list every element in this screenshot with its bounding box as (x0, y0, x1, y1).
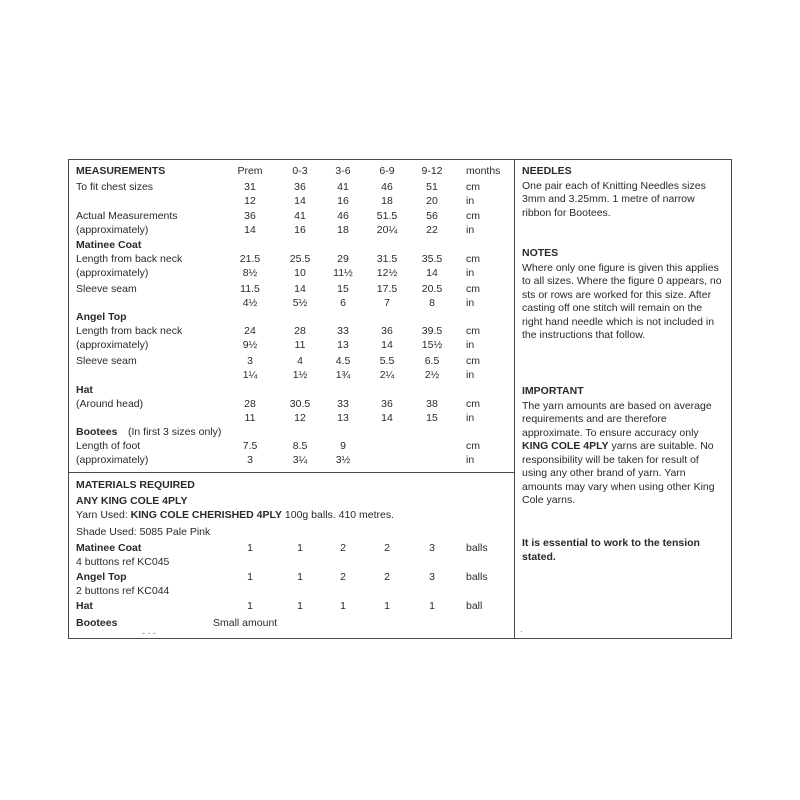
value-cm: 8.5 (292, 440, 308, 452)
value-cm: 35.5 (421, 253, 443, 265)
column-divider (514, 159, 515, 639)
unit-in: in (466, 297, 475, 309)
value-cm: 46 (337, 210, 349, 222)
needles-text: One pair each of Knitting Needles sizes 3mm and 3.25mm. 1 metre of narrow ribbon for Bootees. (522, 179, 706, 219)
section-divider (68, 472, 515, 473)
unit-cm: cm (466, 325, 480, 337)
value-cm: 41 (337, 181, 349, 193)
value-cm: 21.5 (239, 253, 261, 265)
needles-section (522, 165, 722, 220)
value-cm: 3 (247, 355, 253, 367)
value-in: 1¾ (335, 369, 351, 381)
qty: 1 (247, 542, 253, 554)
value-in: 2½ (424, 369, 440, 381)
value-in: 11 (244, 412, 256, 424)
value-in: 8 (429, 297, 435, 309)
value-in: 14 (381, 412, 393, 424)
row-label: (Around head) (76, 398, 144, 410)
unit-in: in (466, 267, 475, 279)
qty: 1 (247, 571, 253, 583)
row-label: (approximately) (76, 267, 149, 279)
value-cm: 39.5 (421, 325, 443, 337)
buttons-ref: 2 buttons ref KC044 (76, 585, 170, 597)
value-in: 12½ (376, 267, 398, 279)
value-in: 15½ (421, 339, 443, 351)
value-cm: 36 (381, 325, 393, 337)
scan-mark: · (520, 626, 523, 636)
value-cm: 33 (337, 325, 349, 337)
value-in: 13 (337, 412, 349, 424)
value-in: 16 (294, 224, 306, 236)
garment-title: Matinee Coat (76, 542, 142, 554)
size-header: 6-9 (379, 165, 395, 177)
value-cm: 9 (340, 440, 346, 452)
value-in: 3 (247, 454, 253, 466)
unit-in: in (466, 369, 475, 381)
unit-cm: cm (466, 181, 480, 193)
value-in: 14 (381, 339, 393, 351)
size-header: Prem (237, 165, 263, 177)
unit-cm: cm (466, 440, 480, 452)
value-in: 2¼ (379, 369, 395, 381)
value-cm: 36 (244, 210, 256, 222)
measurements-title: MEASUREMENTS (76, 165, 166, 177)
qty: 1 (297, 600, 303, 612)
value-in: 5½ (292, 297, 308, 309)
value-in: 18 (381, 195, 393, 207)
size-header: 9-12 (421, 165, 443, 177)
shade-used: Shade Used: 5085 Pale Pink (76, 526, 211, 538)
qty-unit: ball (466, 600, 483, 612)
value-in: 11 (294, 339, 306, 351)
value-in: 3½ (335, 454, 351, 466)
value-cm: 28 (294, 325, 306, 337)
qty: 2 (384, 542, 390, 554)
qty: 2 (340, 571, 346, 583)
qty: 2 (340, 542, 346, 554)
yarn-used-part: Yarn Used: (76, 509, 131, 521)
qty: 1 (384, 600, 390, 612)
important-text-bold: KING COLE 4PLY (522, 440, 609, 452)
value-in: 6 (340, 297, 346, 309)
garment-title: Bootees (76, 617, 118, 629)
notes-section (522, 247, 722, 343)
value-in: 8½ (242, 267, 258, 279)
value-cm: 4.5 (335, 355, 351, 367)
value-in: 12 (244, 195, 256, 207)
row-label: Sleeve seam (76, 283, 137, 295)
unit-cm: cm (466, 283, 480, 295)
value-in: 22 (426, 224, 438, 236)
row-label: Length from back neck (76, 325, 183, 337)
unit-in: in (466, 339, 475, 351)
qty-unit: balls (466, 571, 488, 583)
value-cm: 56 (426, 210, 438, 222)
value-in: 13 (337, 339, 349, 351)
size-header: 3-6 (335, 165, 351, 177)
important-section (522, 385, 722, 508)
value-in: 12 (294, 412, 306, 424)
needles-title: NEEDLES (522, 165, 572, 177)
qty: 3 (429, 542, 435, 554)
unit-cm: cm (466, 210, 480, 222)
value-cm: 38 (426, 398, 438, 410)
value-in: 20¼ (376, 224, 398, 236)
garment-title: Hat (76, 384, 93, 396)
value-cm: 33 (337, 398, 349, 410)
unit-cm: cm (466, 355, 480, 367)
important-text-2: yarns are suitable. No responsibility will be taken for result of using any other brand of yarn. Yarn amounts may vary when using other King Cole yarns. (522, 440, 715, 506)
value-cm: 14 (294, 283, 306, 295)
value-in: 14 (426, 267, 438, 279)
value-cm: 30.5 (289, 398, 311, 410)
value-cm: 25.5 (289, 253, 311, 265)
qty: 1 (247, 600, 253, 612)
unit-in: in (466, 224, 475, 236)
unit-cm: cm (466, 398, 480, 410)
garment-title: Matinee Coat (76, 239, 142, 251)
qty: 1 (297, 542, 303, 554)
value-cm: 20.5 (421, 283, 443, 295)
value-in: 9½ (242, 339, 258, 351)
buttons-ref: 4 buttons ref KC045 (76, 556, 170, 568)
value-cm: 36 (294, 181, 306, 193)
unit-in: in (466, 412, 475, 424)
important-text-1: The yarn amounts are based on average requirements and are therefore approximate. To ensure accuracy only (522, 399, 712, 439)
qty-unit: balls (466, 542, 488, 554)
value-cm: 28 (244, 398, 256, 410)
value-in: 11½ (333, 267, 353, 279)
garment-title: Angel Top (76, 571, 127, 583)
garment-title: Angel Top (76, 311, 127, 323)
row-label: (approximately) (76, 224, 149, 236)
tension-note: It is essential to work to the tension stated. (522, 537, 700, 563)
important-title: IMPORTANT (522, 385, 584, 397)
value-in: 14 (244, 224, 256, 236)
materials-title: MATERIALS REQUIRED (76, 479, 195, 491)
qty: 1 (297, 571, 303, 583)
value-in: 16 (337, 195, 349, 207)
value-cm: 31.5 (376, 253, 398, 265)
garment-title: Bootees (76, 426, 118, 438)
value-cm: 11.5 (240, 283, 260, 295)
value-cm: 17.5 (376, 283, 398, 295)
row-label: (approximately) (76, 339, 149, 351)
any-yarn: ANY KING COLE 4PLY (76, 495, 188, 507)
yarn-used (76, 509, 394, 522)
row-label: To fit chest sizes (76, 181, 154, 193)
value-cm: 51 (426, 181, 438, 193)
value-in: 20 (426, 195, 438, 207)
value-in: 4½ (242, 297, 258, 309)
value-cm: 6.5 (424, 355, 440, 367)
qty: 3 (429, 571, 435, 583)
value-cm: 41 (294, 210, 306, 222)
months-header: months (466, 165, 501, 177)
value-in: 15 (426, 412, 438, 424)
value-cm: 15 (337, 283, 349, 295)
value-cm: 36 (381, 398, 393, 410)
notes-text: Where only one figure is given this applies to all sizes. Where the figure 0 appears, no sts or rows are worked for this size. After casting off one stitch will remain on the right hand needle which is not included in the instructions that follow. (522, 261, 722, 341)
qty: 2 (384, 571, 390, 583)
qty: Small amount (213, 617, 278, 629)
value-in: 7 (384, 297, 390, 309)
value-in: 1½ (292, 369, 308, 381)
unit-in: in (466, 454, 475, 466)
bootees-note: (In first 3 sizes only) (128, 426, 222, 438)
row-label: Sleeve seam (76, 355, 137, 367)
yarn-used-part: 100g balls. 410 metres. (281, 509, 395, 521)
value-in: 3¼ (292, 454, 308, 466)
value-in: 18 (337, 224, 349, 236)
unit-in: in (466, 195, 475, 207)
value-cm: 31 (244, 181, 256, 193)
row-label: Actual Measurements (76, 210, 178, 222)
value-cm: 4 (297, 355, 303, 367)
value-in: 1¼ (242, 369, 258, 381)
qty: 1 (429, 600, 435, 612)
garment-title: Hat (76, 600, 93, 612)
qty: 1 (340, 600, 346, 612)
value-cm: 29 (337, 253, 349, 265)
row-label: (approximately) (76, 454, 149, 466)
value-cm: 51.5 (376, 210, 398, 222)
size-header: 0-3 (292, 165, 308, 177)
value-in: 14 (294, 195, 306, 207)
value-cm: 5.5 (379, 355, 395, 367)
notes-title: NOTES (522, 247, 559, 259)
yarn-used-part: KING COLE CHERISHED 4PLY (130, 509, 282, 521)
row-label: Length from back neck (76, 253, 183, 265)
value-cm: 46 (381, 181, 393, 193)
value-in: 10 (294, 267, 306, 279)
unit-cm: cm (466, 253, 480, 265)
row-label: Length of foot (76, 440, 141, 452)
value-cm: 7.5 (242, 440, 258, 452)
value-cm: 24 (244, 325, 256, 337)
scan-mark: - - - (142, 628, 156, 638)
